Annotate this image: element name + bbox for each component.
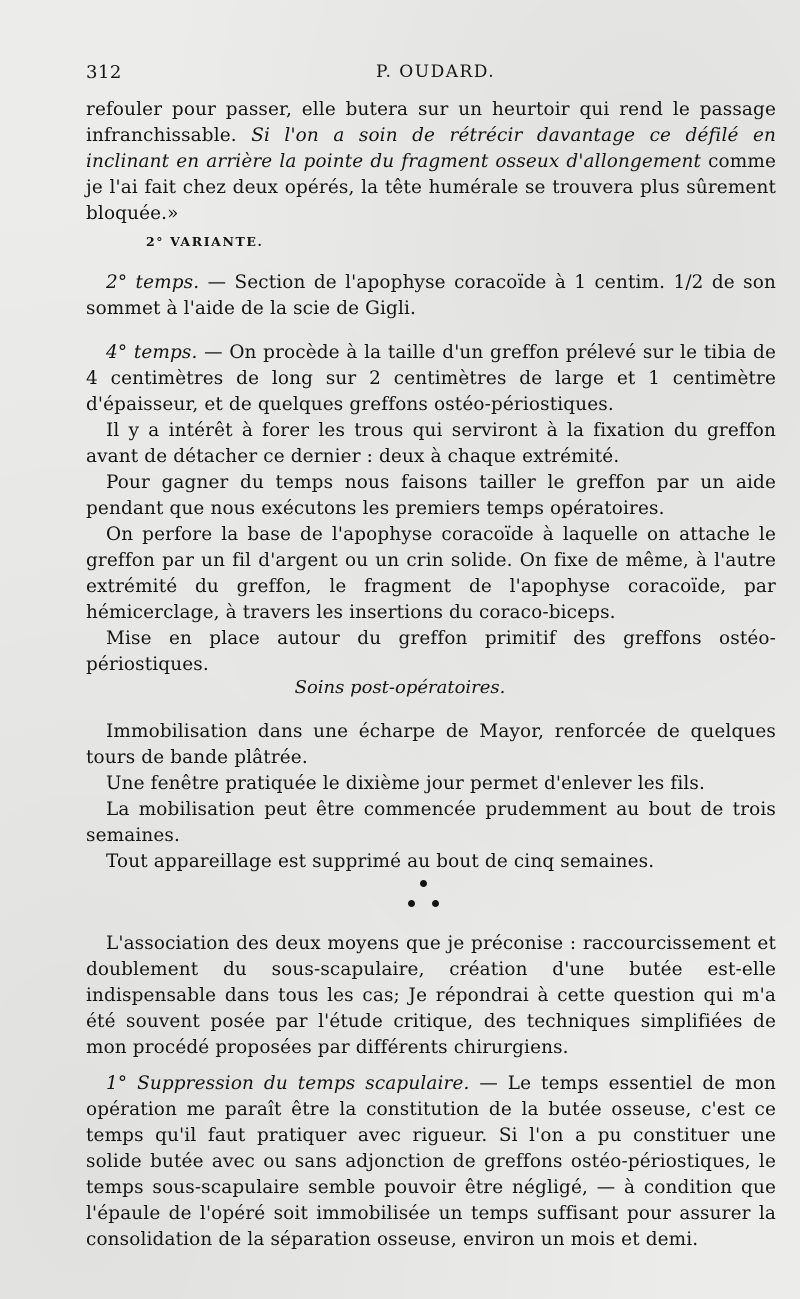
asterism-dot: [420, 880, 427, 887]
paragraph: Mise en place autour du greffon primitif des greffons ostéo-périostiques.: [86, 628, 776, 675]
variant-heading: 2° VARIANTE.: [146, 234, 264, 249]
paragraph: La mobilisation peut être commencée prudemment au bout de trois semaines.: [86, 799, 776, 846]
text-block-step-2: [86, 270, 776, 322]
paragraph: Il y a intérêt à forer les trous qui serviront à la fixation du greffon avant de détacher ce dernier : deux à chaque extrémité.: [86, 420, 776, 467]
paragraph-text: — Le temps essentiel de mon opération me paraît être la constitution de la butée osseuse, c'est ce temps qu'il faut pratiquer avec rigueur. Si l'on a pu constituer une solide butée avec ou sans adjonction de greffons ostéo-périostiques, le temps sous-scapulaire semble pouvoir être négligé, — à condition que l'épaule de l'opéré soit immobilisée un temps suffisant pour assurer la consolidation de la séparation osseuse, environ un mois et demi.: [86, 1073, 776, 1250]
paragraph-text: refouler pour passer, elle butera sur un heurtoir qui rend le passage infranchissable.: [86, 99, 776, 146]
paragraph: L'association des deux moyens que je préconise : raccourcissement et doublement du sous-scapulaire, création d'une butée est-elle indispensable dans tous les cas; Je répondrai à cette question qui m'a été souvent posée par l'étude critique, des techniques simplifiées de mon procédé proposées par différents chirurgiens.: [86, 933, 776, 1058]
text-block-intro: [86, 97, 776, 227]
text-block-post-op: [86, 719, 776, 875]
paragraph: [86, 1071, 776, 1253]
paragraph-text: — Section de l'apophyse coracoïde à 1 centim. 1/2 de son sommet à l'aide de la scie de Gigli.: [86, 272, 776, 319]
step-label: 4° temps.: [106, 342, 198, 363]
running-head: P. OUDARD.: [376, 62, 496, 82]
page-header: [86, 62, 776, 86]
asterism-dot: [432, 900, 439, 907]
text-block-discussion: [86, 931, 776, 1061]
page-number: 312: [86, 62, 122, 83]
paragraph: [86, 340, 776, 418]
paragraph: Immobilisation dans une écharpe de Mayor, renforcée de quelques tours de bande plâtrée.: [86, 721, 776, 768]
paragraph: Tout appareillage est supprimé au bout de cinq semaines.: [106, 851, 655, 872]
italic-emphasis: Si l'on a soin de rétrécir davantage ce défilé en inclinant en arrière la pointe du fragment osseux d'allongement: [86, 125, 776, 172]
step-label: 2° temps.: [106, 272, 200, 293]
paragraph-text: comme je l'ai fait chez deux opérés, la tête humérale se trouvera plus sûrement bloquée.»: [86, 151, 776, 224]
text-block-step-4: [86, 340, 776, 678]
text-block-suppression: [86, 1071, 776, 1253]
section-title: Soins post-opératoires.: [294, 677, 506, 698]
paragraph: [86, 97, 776, 227]
asterism-separator: [398, 878, 448, 912]
paragraph-text: — On procède à la taille d'un greffon prélevé sur le tibia de 4 centimètres de long sur 2 centimètres de large et 1 centimètre d'épaisseur, et de quelques greffons ostéo-périostiques.: [86, 342, 776, 415]
paragraph: Une fenêtre pratiquée le dixième jour permet d'enlever les fils.: [106, 773, 705, 794]
paragraph: [86, 270, 776, 322]
paragraph: On perfore la base de l'apophyse coracoïde à laquelle on attache le greffon par un fil d'argent ou un crin solide. On fixe de même, à l'autre extrémité du greffon, le fragment de l'apophyse coracoïde, par hémicerclage, à travers les insertions du coraco-biceps.: [86, 524, 776, 623]
paragraph: Pour gagner du temps nous faisons tailler le greffon par un aide pendant que nous exécutons les premiers temps opératoires.: [86, 472, 776, 519]
asterism-dot: [408, 900, 415, 907]
step-label: 1° Suppression du temps scapulaire.: [106, 1073, 470, 1094]
